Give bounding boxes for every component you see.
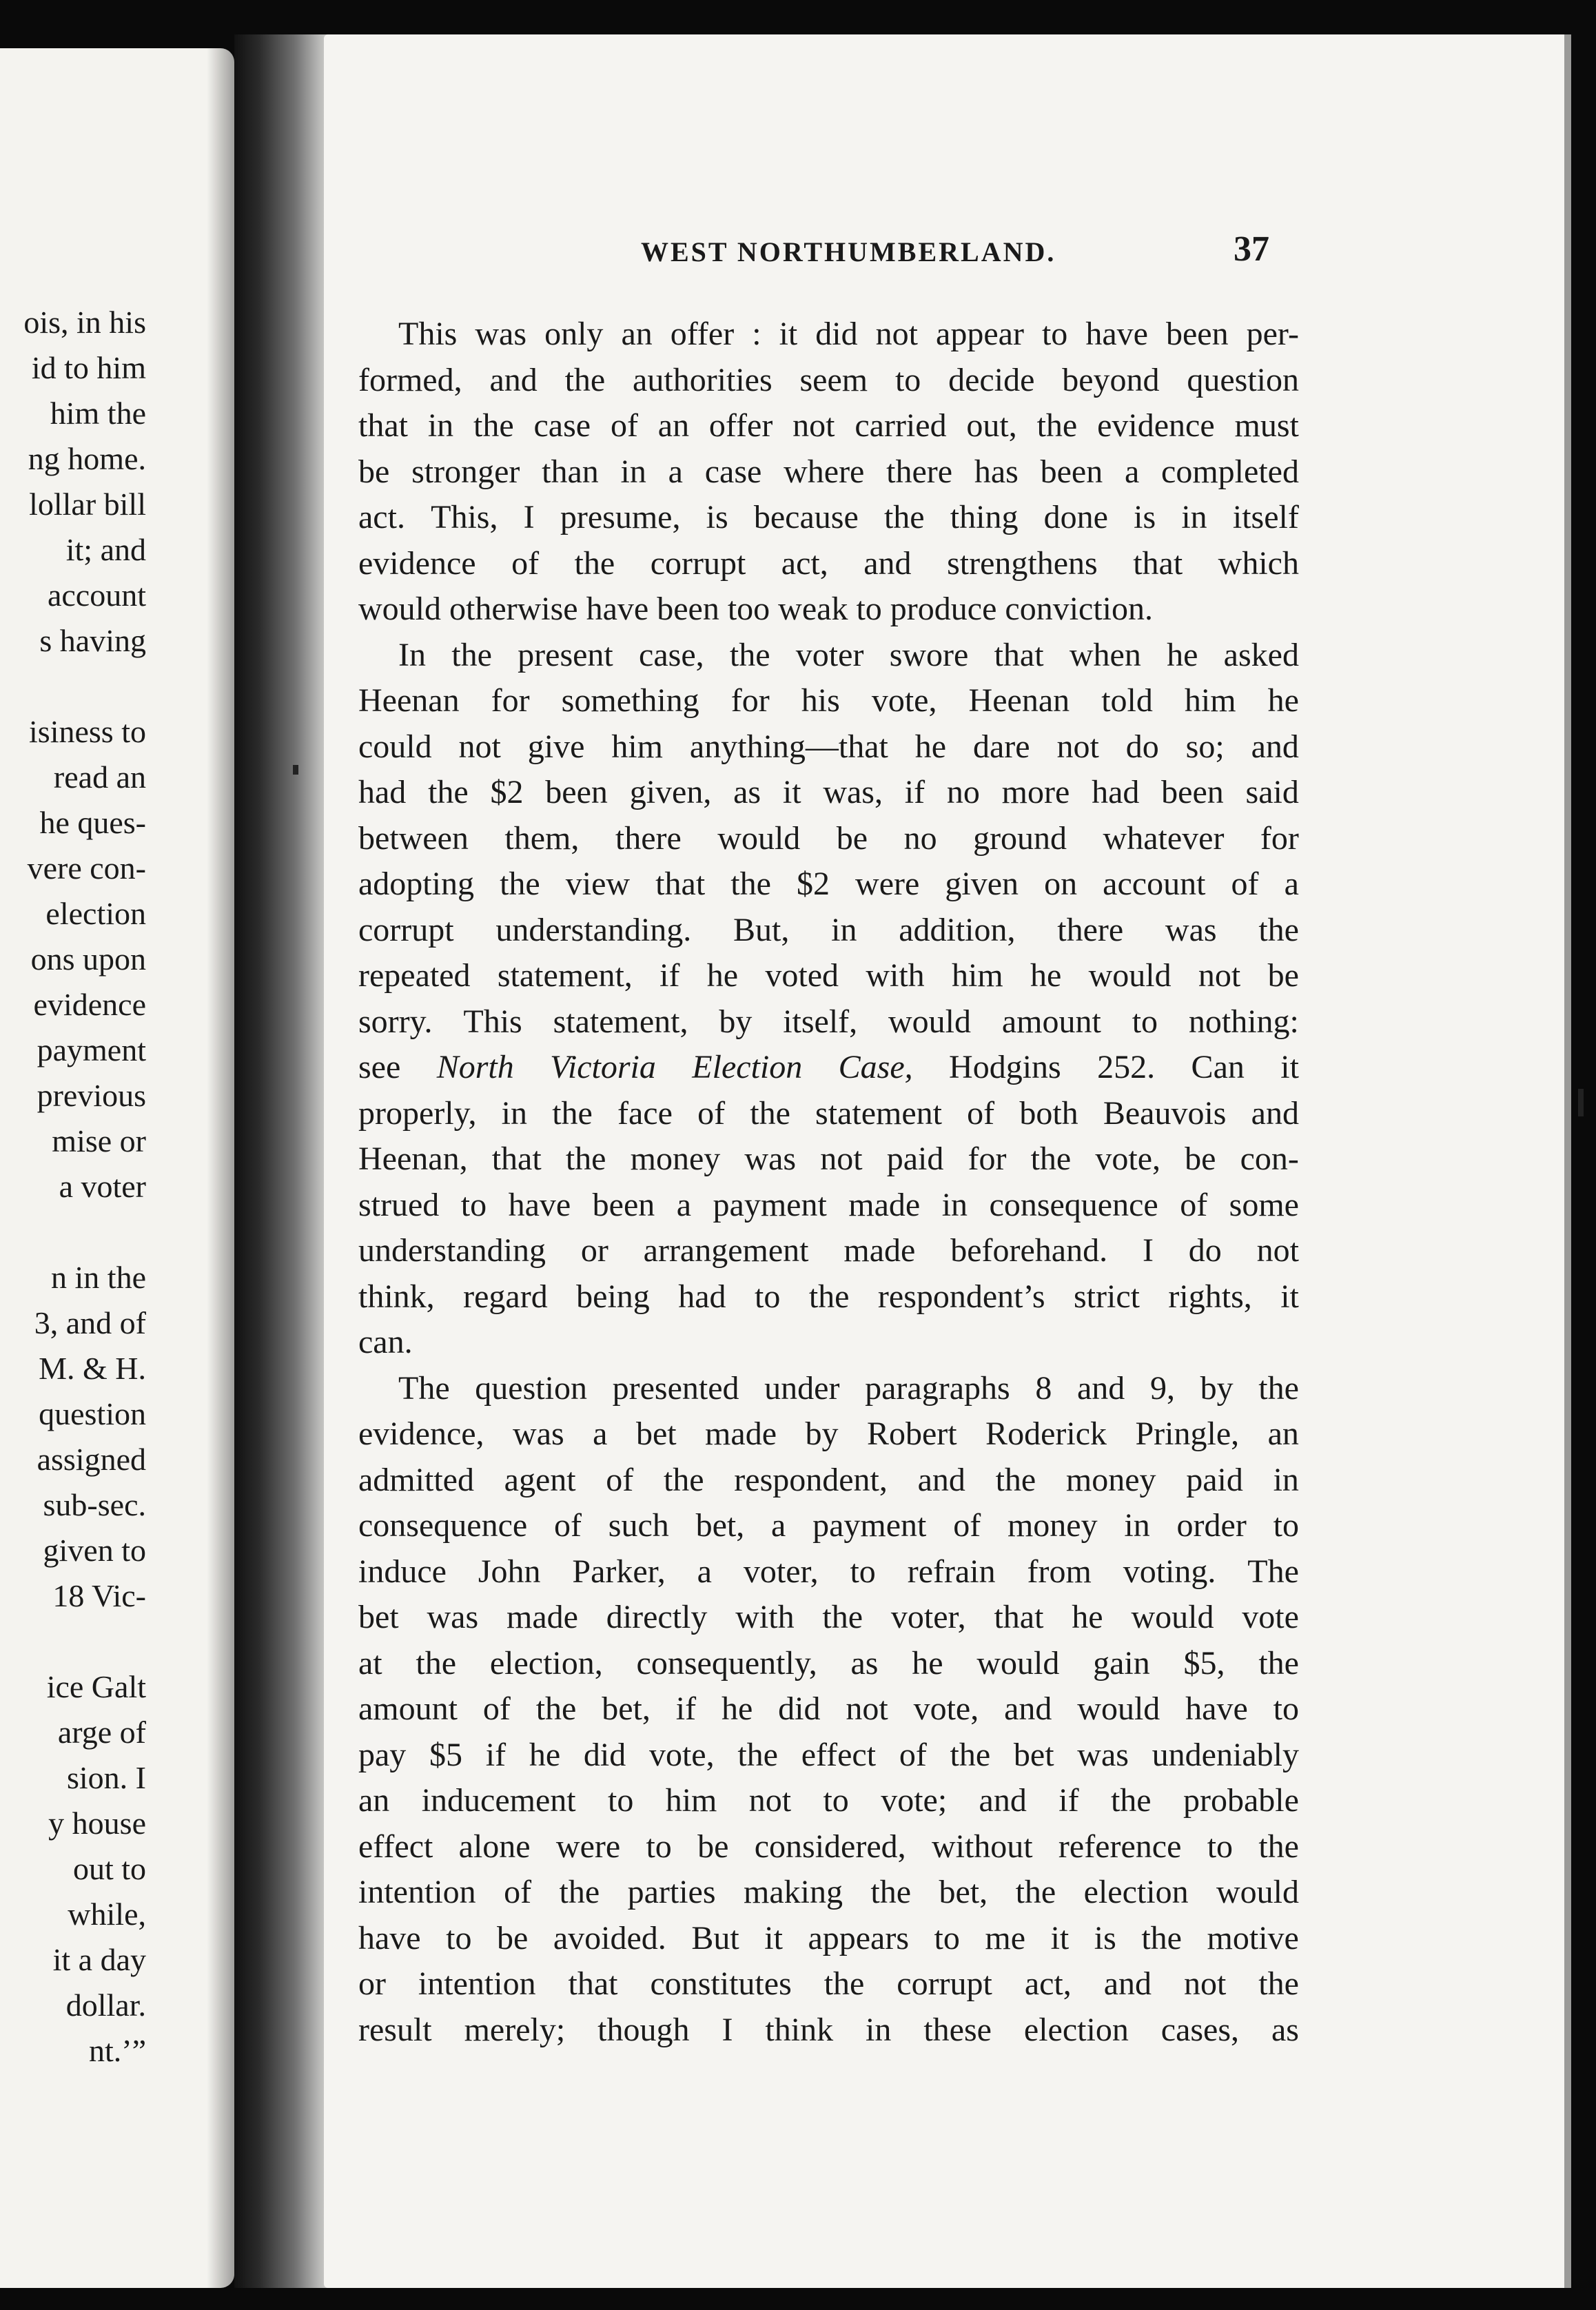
left-page-line: id to him bbox=[31, 350, 146, 385]
body-line: result merely; though I think in these election cases, as bbox=[358, 2011, 1299, 2048]
left-page-line: read an bbox=[53, 759, 146, 795]
body-line: adopting the view that the $2 were given on account of a bbox=[358, 866, 1299, 902]
left-page-line: y house bbox=[48, 1806, 146, 1841]
body-line: would otherwise have been too weak to produce conviction. bbox=[358, 591, 1154, 627]
left-page-line: arge of bbox=[57, 1715, 146, 1750]
body-line: Heenan, that the money was not paid for the vote, be con- bbox=[358, 1141, 1299, 1177]
left-page-line: vere con- bbox=[27, 850, 146, 886]
body-line: properly, in the face of the statement of both Beauvois and bbox=[358, 1094, 1299, 1132]
body-line: act. This, I presume, is because the thing done is in itself bbox=[358, 499, 1299, 535]
body-line: at the election, consequently, as he would gain $5, the bbox=[358, 1644, 1299, 1682]
body-line: bet was made directly with the voter, that he would vote bbox=[358, 1599, 1299, 1635]
left-page-line: mise or bbox=[52, 1123, 146, 1158]
left-page-line: payment bbox=[37, 1032, 146, 1067]
left-page-line: while, bbox=[68, 1897, 146, 1932]
left-page-line: sion. I bbox=[67, 1760, 146, 1795]
body-line: This was only an offer : it did not appear to have been per- bbox=[398, 316, 1299, 352]
left-page-line: 18 Vic- bbox=[52, 1578, 146, 1613]
left-page-line: assigned bbox=[37, 1442, 146, 1477]
body-line: effect alone were to be considered, without reference to the bbox=[358, 1828, 1299, 1865]
body-line: think, regard being had to the respondent’s strict rights, it bbox=[358, 1278, 1299, 1315]
body-line: strued to have been a payment made in consequence of some bbox=[358, 1186, 1299, 1223]
left-page-line bbox=[0, 664, 146, 709]
body-line: could not give him anything—that he dare not do so; and bbox=[358, 728, 1299, 765]
left-page-line: he ques- bbox=[39, 805, 146, 840]
body-line: an inducement to him not to vote; and if the probable bbox=[358, 1782, 1299, 1819]
body-line: have to be avoided. But it appears to me it is the motive bbox=[358, 1919, 1299, 1956]
left-page-line: election bbox=[45, 896, 146, 931]
page-number: 37 bbox=[1234, 229, 1269, 269]
body-text bbox=[358, 311, 1299, 2053]
left-page-line: evidence bbox=[33, 987, 146, 1022]
page-edge bbox=[1564, 34, 1571, 2288]
body-line: amount of the bet, if he did not vote, and would have to bbox=[358, 1690, 1299, 1727]
left-page-line: 3, and of bbox=[34, 1305, 146, 1340]
body-line: pay $5 if he did vote, the effect of the bet was undeniably bbox=[358, 1736, 1299, 1773]
scan-speck bbox=[1578, 1089, 1584, 1116]
left-page-line: him the bbox=[50, 396, 146, 431]
body-line: understanding or arrangement made beforehand. I do not bbox=[358, 1232, 1299, 1269]
left-page-line bbox=[0, 1209, 146, 1255]
body-line: sorry. This statement, by itself, would amount to nothing: bbox=[358, 1003, 1299, 1040]
body-line: see North Victoria Election Case, Hodgins 252. Can it bbox=[358, 1049, 1299, 1085]
left-page-line: nt.’” bbox=[88, 2033, 146, 2068]
body-line: be stronger than in a case where there has been a completed bbox=[358, 453, 1299, 490]
left-page-line: given to bbox=[43, 1533, 146, 1568]
left-page-line: it; and bbox=[65, 532, 146, 567]
left-page-line: isiness to bbox=[29, 714, 146, 749]
scan-speck bbox=[293, 765, 298, 775]
left-page-line: it a day bbox=[52, 1942, 146, 1977]
body-line: corrupt understanding. But, in addition, there was the bbox=[358, 911, 1299, 948]
body-line: evidence, was a bet made by Robert Roderick Pringle, an bbox=[358, 1415, 1299, 1452]
body-line: repeated statement, if he voted with him he would not be bbox=[358, 957, 1299, 994]
book-gutter bbox=[234, 34, 334, 2288]
body-line: or intention that constitutes the corrupt act, and not the bbox=[358, 1965, 1299, 2002]
left-page-line: n in the bbox=[51, 1260, 146, 1295]
body-line: induce John Parker, a voter, to refrain from voting. The bbox=[358, 1553, 1299, 1590]
left-page-line: lollar bill bbox=[29, 487, 146, 522]
body-line: The question presented under paragraphs 8 and 9, by the bbox=[398, 1369, 1299, 1407]
left-page-line: s having bbox=[39, 623, 146, 658]
left-page-line: ons upon bbox=[30, 941, 146, 977]
left-page-line: out to bbox=[72, 1851, 146, 1886]
left-page-line: ng home. bbox=[28, 441, 146, 476]
left-page-text bbox=[0, 300, 146, 2074]
left-page bbox=[0, 48, 234, 2288]
body-line: evidence of the corrupt act, and strengthens that which bbox=[358, 544, 1299, 582]
left-page-line: previous bbox=[37, 1078, 146, 1113]
left-page-line: question bbox=[39, 1396, 146, 1431]
left-page-line bbox=[0, 1619, 146, 1664]
left-page-line: ois, in his bbox=[23, 305, 146, 340]
body-line: In the present case, the voter swore that when he asked bbox=[398, 636, 1299, 673]
body-line: consequence of such bet, a payment of money in order to bbox=[358, 1507, 1299, 1544]
left-page-line: account bbox=[47, 578, 146, 613]
body-line: can. bbox=[358, 1324, 413, 1360]
left-page-line: ice Galt bbox=[46, 1669, 146, 1704]
left-page-line: M. & H. bbox=[39, 1351, 146, 1386]
left-page-shadow bbox=[207, 48, 234, 2288]
left-page-line: dollar. bbox=[65, 1987, 146, 2023]
body-line: admitted agent of the respondent, and the money paid in bbox=[358, 1461, 1299, 1498]
body-line: Heenan for something for his vote, Heenan told him he bbox=[358, 682, 1299, 719]
body-line: between them, there would be no ground whatever for bbox=[358, 819, 1299, 857]
running-header: WEST NORTHUMBERLAND. bbox=[641, 236, 1056, 267]
body-line: had the $2 been given, as it was, if no more had been said bbox=[358, 774, 1299, 810]
left-page-line: a voter bbox=[59, 1169, 146, 1204]
body-line: formed, and the authorities seem to decide beyond question bbox=[358, 361, 1299, 398]
left-page-line: sub-sec. bbox=[43, 1487, 146, 1522]
body-line: intention of the parties making the bet, the election would bbox=[358, 1874, 1299, 1910]
body-line: that in the case of an offer not carried out, the evidence must bbox=[358, 407, 1299, 444]
